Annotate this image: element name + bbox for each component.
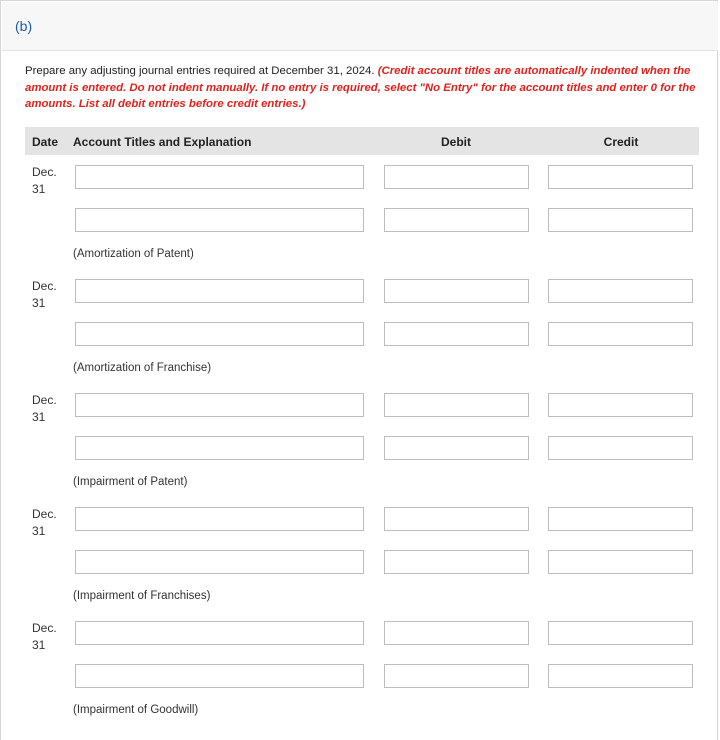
account-title-input[interactable] bbox=[75, 550, 364, 574]
entry-date: Dec. 31 bbox=[32, 165, 57, 196]
credit-input[interactable] bbox=[548, 436, 693, 460]
debit-input[interactable] bbox=[384, 393, 529, 417]
entry-date: Dec. 31 bbox=[32, 507, 57, 538]
part-label: (b) bbox=[15, 18, 33, 34]
account-title-input[interactable] bbox=[75, 507, 364, 531]
header-debit: Debit bbox=[441, 135, 471, 149]
credit-input[interactable] bbox=[548, 322, 693, 346]
credit-input[interactable] bbox=[548, 507, 693, 531]
credit-input[interactable] bbox=[548, 165, 693, 189]
debit-input[interactable] bbox=[384, 664, 529, 688]
part-header bbox=[2, 2, 718, 51]
entry-date: Dec. 31 bbox=[32, 279, 57, 310]
account-title-input[interactable] bbox=[75, 393, 364, 417]
entry-explanation: (Impairment of Franchises) bbox=[73, 590, 211, 602]
debit-input[interactable] bbox=[384, 322, 529, 346]
credit-input[interactable] bbox=[548, 664, 693, 688]
header-credit: Credit bbox=[603, 135, 639, 149]
instructions bbox=[25, 63, 701, 113]
journal-entry-4 bbox=[1, 506, 720, 620]
account-title-input[interactable] bbox=[75, 436, 364, 460]
journal-entry-5 bbox=[1, 620, 720, 734]
instructions-emphasis: (Credit account titles are automatically indented when the amount is entered. Do not indent manually. If no entry is required, select "No Entry" for the account titles and enter 0 for the amounts. List all debit entries before credit entries.) bbox=[25, 65, 696, 110]
credit-input[interactable] bbox=[548, 393, 693, 417]
journal-table-header bbox=[25, 127, 699, 155]
account-title-input[interactable] bbox=[75, 208, 364, 232]
header-date: Date bbox=[32, 135, 59, 149]
account-title-input[interactable] bbox=[75, 621, 364, 645]
entry-explanation: (Amortization of Patent) bbox=[73, 248, 194, 260]
debit-input[interactable] bbox=[384, 550, 529, 574]
account-title-input[interactable] bbox=[75, 322, 364, 346]
entry-explanation: (Impairment of Patent) bbox=[73, 476, 188, 488]
credit-input[interactable] bbox=[548, 550, 693, 574]
debit-input[interactable] bbox=[384, 208, 529, 232]
debit-input[interactable] bbox=[384, 279, 529, 303]
instructions-text: Prepare any adjusting journal entries required at December 31, 2024. bbox=[25, 65, 378, 77]
debit-input[interactable] bbox=[384, 507, 529, 531]
journal-entry-2 bbox=[1, 278, 720, 392]
entry-explanation: (Impairment of Goodwill) bbox=[73, 704, 199, 716]
account-title-input[interactable] bbox=[75, 279, 364, 303]
account-title-input[interactable] bbox=[75, 165, 364, 189]
entry-date: Dec. 31 bbox=[32, 393, 57, 424]
account-title-input[interactable] bbox=[75, 664, 364, 688]
credit-input[interactable] bbox=[548, 279, 693, 303]
entry-date: Dec. 31 bbox=[32, 621, 57, 652]
entry-explanation: (Amortization of Franchise) bbox=[73, 362, 212, 374]
credit-input[interactable] bbox=[548, 208, 693, 232]
debit-input[interactable] bbox=[384, 165, 529, 189]
debit-input[interactable] bbox=[384, 621, 529, 645]
debit-input[interactable] bbox=[384, 436, 529, 460]
journal-entry-3 bbox=[1, 392, 720, 506]
header-account: Account Titles and Explanation bbox=[73, 135, 252, 149]
credit-input[interactable] bbox=[548, 621, 693, 645]
journal-entry-1 bbox=[1, 164, 720, 278]
